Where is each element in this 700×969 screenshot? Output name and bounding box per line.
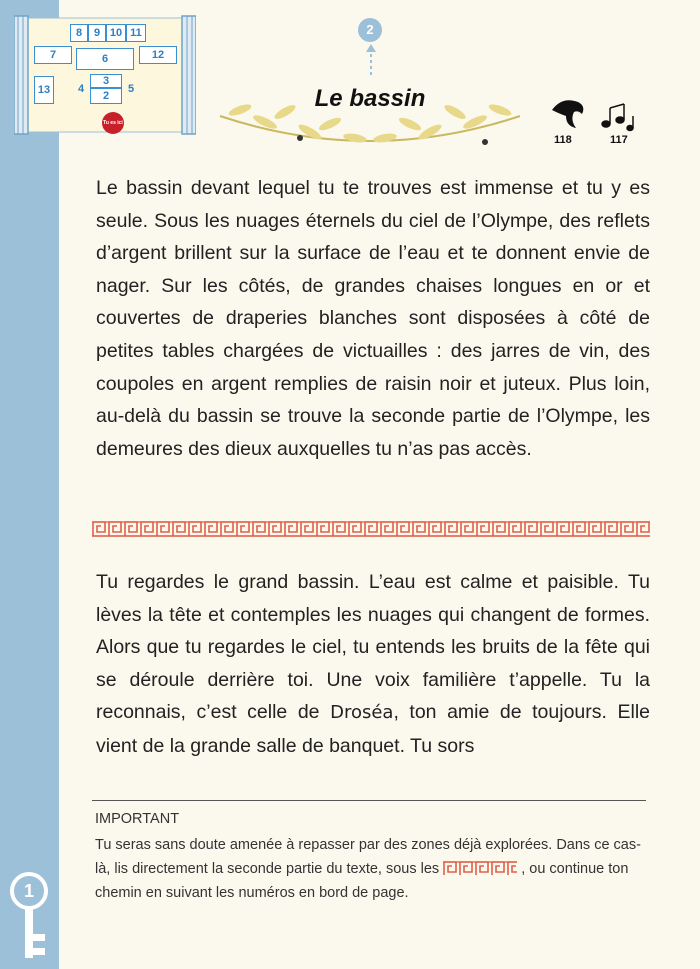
- map-room-3: 3: [90, 74, 122, 88]
- key-number: 1: [23, 881, 34, 901]
- map-room-5: 5: [127, 83, 135, 95]
- dolphin-icon[interactable]: [548, 96, 588, 132]
- nav-number[interactable]: 2: [358, 18, 382, 42]
- map-room-7: 7: [34, 46, 72, 64]
- map-room-11: 11: [126, 24, 146, 42]
- greek-key-divider: [92, 521, 650, 537]
- paragraph-2: [96, 566, 650, 763]
- map-room-2: 2: [90, 88, 122, 104]
- greek-key-inline-icon: [443, 861, 517, 875]
- map-room-13: 13: [34, 76, 54, 104]
- paragraph-1: Le bassin devant lequel tu te trouves est immense et tu y es seule. Sous les nuages éternels du ciel de l’Olympe, des reflets d’argent brillent sur la surface de l’eau et te donnent envie de nager. Sur les côtés, de grandes chaises longues en or et couvertes de draperies blanches sont disposées à côté de petites tables chargées de victuailles : des jarres de vin, des coupoles en argent remplies de raisin noir et juteux. Plus loin, au-delà du bassin se trouve la seconde partie de l’Olympe, les demeures des dieux auxquelles tu n’as pas accès.: [96, 177, 650, 460]
- important-text: [95, 833, 649, 905]
- paragraph-2-text-b: , ton amie de toujours. Elle vient de la grande salle de banquet. Tu sors: [96, 701, 650, 757]
- divider-line: [92, 800, 646, 801]
- sidebar: [0, 0, 59, 969]
- up-arrow-icon: [366, 44, 376, 76]
- olympus-map: [14, 14, 196, 136]
- map-room-4: 4: [77, 83, 85, 95]
- music-number: 117: [610, 134, 628, 146]
- important-text-b: , ou continue ton chemin en suivant les numéros en bord de page.: [95, 861, 629, 901]
- map-room-9: 9: [88, 24, 106, 42]
- map-room-10: 10: [106, 24, 126, 42]
- map-room-8: 8: [70, 24, 88, 42]
- map-room-12: 12: [139, 46, 177, 64]
- music-notes-icon[interactable]: [598, 100, 638, 132]
- current-location-marker: Tu es ici: [102, 112, 124, 134]
- paragraph-2-text-a: Tu regardes le grand bassin. L’eau est calme et paisible. Tu lèves la tête et contemples les nuages qui changent de formes. Alors que tu regardes le ciel, tu entends les bruits de la fête qui se déroule derrière toi. Une voix familière t’appelle. Tu la reconnais, c’est celle de: [96, 571, 650, 724]
- important-title: IMPORTANT: [95, 811, 180, 827]
- page-title: Le bassin: [314, 85, 426, 112]
- map-room-6: 6: [76, 48, 134, 70]
- character-name: Droséa: [330, 702, 394, 724]
- key-icon[interactable]: [10, 872, 54, 962]
- dolphin-number: 118: [554, 134, 572, 146]
- important-text-a: Tu seras sans doute amenée à repasser par des zones déjà explorées. Dans ce cas-là, lis directement la seconde partie du texte, sous les: [95, 837, 641, 877]
